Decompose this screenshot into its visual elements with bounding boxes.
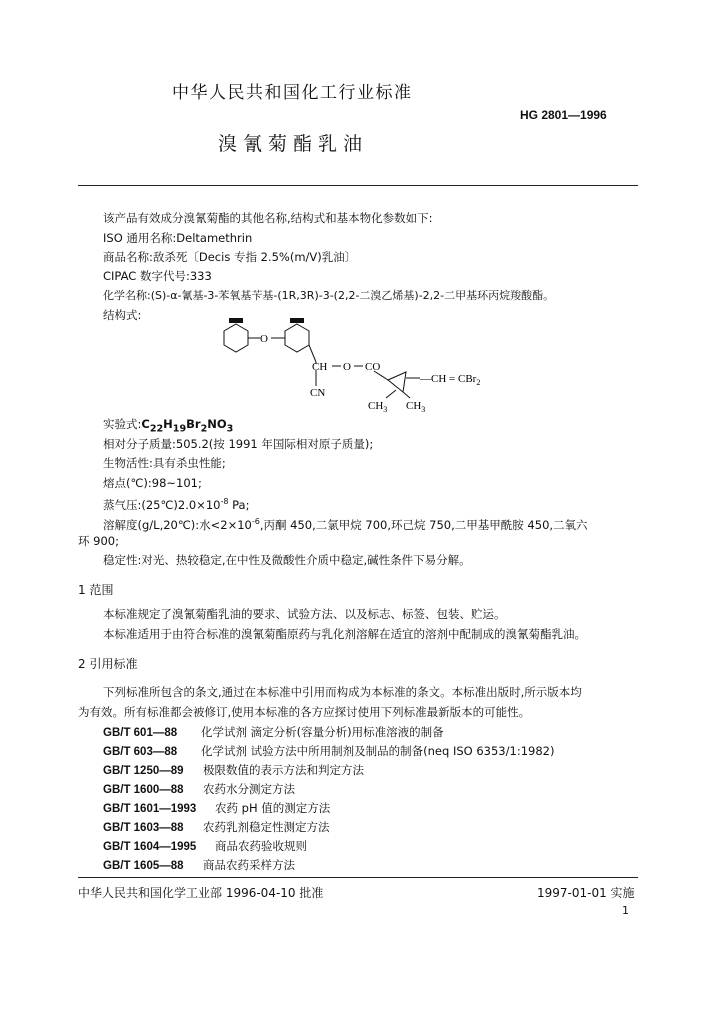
issuing-organization: 中华人民共和国化工行业标准 <box>172 83 413 103</box>
chemical-name-line: 化学名称:(S)-α-氰基-3-苯氧基苄基-(1R,3R)-3-(2,2-二溴乙烯基)-2,2-二甲基环丙烷羧酸酯。 <box>103 289 555 302</box>
header-divider <box>78 185 638 186</box>
carbonyl-group: CO <box>365 361 381 373</box>
methyl-right: $CH_3$ <box>406 400 426 412</box>
reference-item: GB/T 1604—1995 商品农药验收规则 <box>103 839 307 853</box>
scope-line: 本标准规定了溴氰菊酯乳油的要求、试验方法、以及标志、标签、包装、贮运。 <box>103 607 506 621</box>
ether-oxygen: O <box>260 333 268 345</box>
dibromovinyl-group: —CH = CBr$_2$ <box>420 373 481 387</box>
melting-point: 熔点(℃):98~101; <box>103 476 202 490</box>
solubility: 溶解度(g/L,20℃):水$<2\times 10^{-6}$,丙酮 450,二氯甲烷 700,环己烷 750,二甲基甲酰胺 450,二氧六 <box>103 517 588 532</box>
solubility-continued: 环 900; <box>78 534 119 548</box>
reference-item: GB/T 1600—88 农药水分测定方法 <box>103 782 295 796</box>
ester-oxygen: O <box>343 361 351 373</box>
empirical-formula: 实验式$:C_{22}H_{19}Br_2NO_3$ <box>103 417 234 435</box>
molecular-weight: 相对分子质量:505.2(按 1991 年国际相对原子质量); <box>103 437 374 451</box>
section-2-heading: 2 引用标准 <box>78 657 138 671</box>
section-1-heading: 1 范围 <box>78 583 114 597</box>
reference-item: GB/T 603—88 化学试剂 试验方法中所用制剂及制品的制备(neq ISO 6353/1:1982) <box>103 744 555 758</box>
references-intro-continued: 为有效。所有标准都会被修订,使用本标准的各方应探讨使用下列标准最新版本的可能性。 <box>78 705 531 719</box>
iso-name-line: ISO 通用名称:Deltamethrin <box>103 231 253 245</box>
cyano-group: CN <box>310 387 326 399</box>
cipac-line: CIPAC 数字代号:333 <box>103 269 212 283</box>
reference-item: GB/T 1601—1993 农药 pH 值的测定方法 <box>103 801 331 815</box>
reference-item: GB/T 601—88 化学试剂 滴定分析(容量分析)用标准溶液的制备 <box>103 725 444 739</box>
standard-number: HG 2801—1996 <box>520 108 607 122</box>
bioactivity: 生物活性:具有杀虫性能; <box>103 456 226 470</box>
stability: 稳定性:对光、热较稳定,在中性及微酸性介质中稳定,碱性条件下易分解。 <box>103 553 471 567</box>
phenyl-ring-right <box>285 324 309 352</box>
references-intro: 下列标准所包含的条文,通过在本标准中引用而构成为本标准的条文。本标准出版时,所示版本均 <box>103 685 582 699</box>
reference-item: GB/T 1250—89 极限数值的表示方法和判定方法 <box>103 763 364 777</box>
trade-name-line: 商品名称:敌杀死〔Decis 专指 2.5%(m/V)乳油〕 <box>103 250 357 264</box>
page-number: 1 <box>622 904 629 917</box>
structural-formula <box>210 312 510 412</box>
intro-line: 该产品有效成分溴氰菊酯的其他名称,结构式和基本物化参数如下: <box>103 211 433 225</box>
vapor-pressure: 蒸气压$:(25℃)2.0\times 10^{-8}$ Pa; <box>103 497 250 512</box>
methyl-left: $CH_3$ <box>368 400 388 412</box>
reference-item: GB/T 1603—88 农药乳剂稳定性测定方法 <box>103 820 330 834</box>
phenyl-ring-left <box>224 324 248 352</box>
ch-group: CH <box>312 361 328 373</box>
effective-date: 1997-01-01 实施 <box>537 886 635 900</box>
scope-line: 本标准适用于由符合标准的溴氰菊酯原药与乳化剂溶解在适宜的溶剂中配制成的溴氰菊酯乳油。 <box>103 627 586 641</box>
approval-date: 中华人民共和国化学工业部 1996-04-10 批准 <box>78 886 324 900</box>
cyclopropane-ring <box>388 372 406 392</box>
document-title: 溴氰菊酯乳油 <box>218 133 369 155</box>
structure-label: 结构式: <box>103 308 142 322</box>
reference-item: GB/T 1605—88 商品农药采样方法 <box>103 858 295 872</box>
footer-divider <box>78 877 638 878</box>
